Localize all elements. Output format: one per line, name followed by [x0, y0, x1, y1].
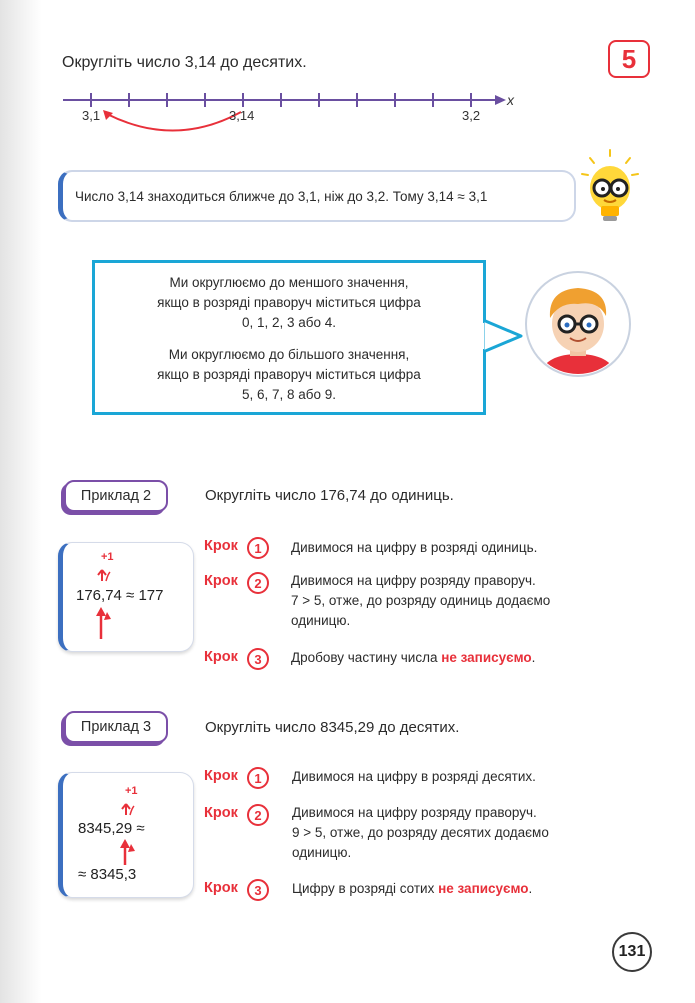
ex2-step-1-line-1: Дивимося на цифру в розряді одиниць.	[291, 540, 538, 555]
example-2-label: Приклад 2	[80, 488, 152, 504]
ex2-step-3-tail: .	[531, 650, 536, 665]
example-2-up-arrow-icon	[96, 566, 116, 582]
ex2-step-2-word: Крок	[204, 573, 238, 589]
example-3-badge	[64, 711, 168, 743]
ex2-step-2-line-2: 7 > 5, отже, до розряду одиниць додаємо	[291, 593, 551, 608]
ex3-step-2-text	[292, 803, 622, 863]
rule-round-down	[95, 273, 483, 333]
rule-up-line-2: якщо в розряді праворуч міститься цифра	[157, 367, 421, 382]
ex2-step-1-word: Крок	[204, 538, 238, 554]
example-3-label: Приклад 3	[80, 719, 152, 735]
conclusion-text: Число 3,14 знаходиться ближче до 3,1, ніж до 3,2. Тому 3,14 ≈ 3,1	[75, 188, 488, 204]
page-edge-shadow	[0, 0, 42, 1003]
ex3-step-3-plain: Цифру в розряді сотих	[292, 881, 439, 896]
number-line-arrowhead	[495, 95, 506, 105]
rule-up-line-1: Ми округлюємо до більшого значення,	[168, 347, 410, 362]
rounding-rule-box	[92, 260, 486, 415]
example-2-task: Округліть число 176,74 до одиниць.	[205, 487, 454, 504]
number-line-label-start: 3,1	[82, 108, 101, 123]
lightbulb-glasses-icon	[578, 148, 642, 230]
rule-down-line-2: якщо в розряді праворуч міститься цифра	[157, 295, 421, 310]
ex2-step-3-text	[291, 648, 621, 668]
rounding-arc-arrowhead	[103, 110, 113, 120]
number-line-label-mid: 3,14	[229, 108, 255, 123]
ex3-step-3-word: Крок	[204, 880, 238, 896]
rule-round-up	[95, 345, 483, 405]
boy-avatar	[524, 270, 632, 378]
ex3-step-3-emphasis: не записуємо	[438, 881, 529, 896]
ex3-step-1-word: Крок	[204, 768, 238, 784]
ex2-step-2-line-3: одиницю.	[291, 613, 351, 628]
ex3-step-2-line-3: одиницю.	[292, 845, 352, 860]
page-number: 131	[612, 932, 652, 972]
ex3-step-1-line-1: Дивимося на цифру в розряді десятих.	[292, 769, 536, 784]
ex2-step-1-text	[291, 538, 621, 558]
ex2-step-3-plain: Дробову частину числа	[291, 650, 442, 665]
task-title: Округліть число 3,14 до десятих.	[62, 54, 307, 71]
rule-down-line-1: Ми округлюємо до меншого значення,	[169, 275, 409, 290]
example-3-up-arrow-icon	[120, 800, 140, 816]
ex2-step-3-word: Крок	[204, 649, 238, 665]
ex3-step-3-number: 3	[247, 879, 269, 901]
example-3-plus-one: +1	[125, 785, 138, 797]
ex3-step-2-number: 2	[247, 804, 269, 826]
conclusion-bubble	[58, 170, 576, 222]
example-3-calc-line-1: 8345,29 ≈	[78, 820, 145, 837]
example-2-plus-one: +1	[101, 551, 114, 563]
ex3-step-2-line-1: Дивимося на цифру розряду праворуч.	[292, 805, 537, 820]
ex3-step-2-word: Крок	[204, 805, 238, 821]
example-2-pointer-arrow-icon	[94, 606, 114, 640]
ex3-step-1-number: 1	[247, 767, 269, 789]
rounding-arc	[107, 112, 241, 131]
number-line-axis-label: x	[507, 92, 514, 108]
ex2-step-2-number: 2	[247, 572, 269, 594]
ex2-step-3-emphasis: не записуємо	[441, 650, 532, 665]
ex3-step-2-line-2: 9 > 5, отже, до розряду десятих додаємо	[292, 825, 549, 840]
ex3-step-1-text	[292, 767, 622, 787]
example-3-calc-line-2: ≈ 8345,3	[78, 866, 137, 883]
ex3-step-3-text	[292, 879, 622, 899]
ex3-step-3-tail: .	[528, 881, 533, 896]
section-number-badge: 5	[608, 40, 650, 78]
example-3-pointer-arrow-icon	[118, 838, 138, 866]
ex2-step-2-text	[291, 571, 621, 631]
number-line-label-end: 3,2	[462, 108, 481, 123]
rule-up-line-3: 5, 6, 7, 8 або 9.	[241, 387, 337, 402]
rule-down-line-3: 0, 1, 2, 3 або 4.	[241, 315, 337, 330]
ex2-step-1-number: 1	[247, 537, 269, 559]
number-line	[55, 86, 525, 150]
ex2-step-2-line-1: Дивимося на цифру розряду праворуч.	[291, 573, 536, 588]
rule-box-pointer	[483, 318, 525, 358]
example-2-calc: 176,74 ≈ 177	[76, 587, 164, 604]
ex2-step-3-number: 3	[247, 648, 269, 670]
example-2-badge	[64, 480, 168, 512]
example-3-task: Округліть число 8345,29 до десятих.	[205, 719, 460, 736]
